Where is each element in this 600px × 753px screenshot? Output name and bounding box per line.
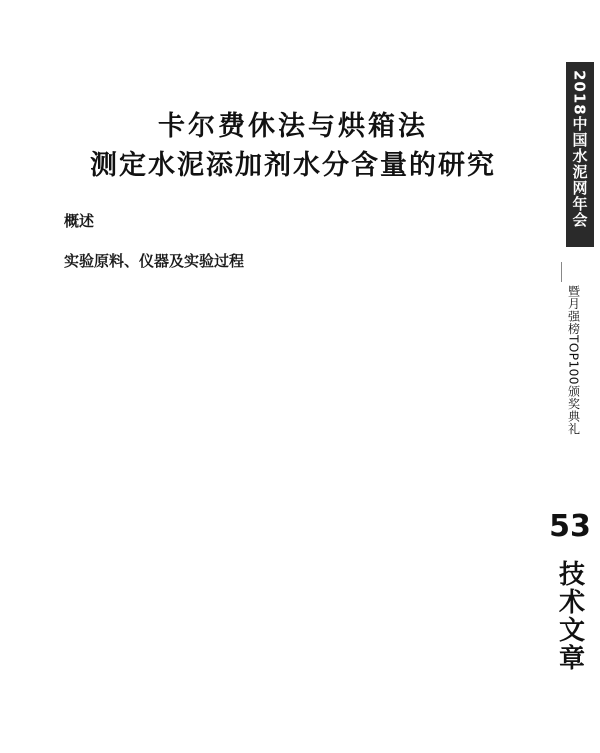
award-ceremony-label: 暨月强榜TOP100颁奖典礼 [566,285,581,435]
award-ceremony-band [562,285,586,465]
title-line-1: 卡尔费休法与烘箱法 [158,111,428,142]
article-title [58,108,528,186]
column-name: 技术文章 [554,560,585,672]
column-name-block [554,560,586,672]
year-conference-label: 2018中国水泥网年会 [570,70,589,228]
page-number: 53 [549,509,591,544]
page-number-block [540,510,600,544]
section-title-overview: 概述 [64,212,95,230]
sidebar [540,0,600,753]
year-conference-band [566,62,594,247]
title-line-2: 测定水泥添加剂水分含量的研究 [90,150,496,181]
section-title-experiment: 实验原料、仪器及实验过程 [64,252,245,270]
article-body [58,108,528,270]
sidebar-divider [561,262,562,282]
